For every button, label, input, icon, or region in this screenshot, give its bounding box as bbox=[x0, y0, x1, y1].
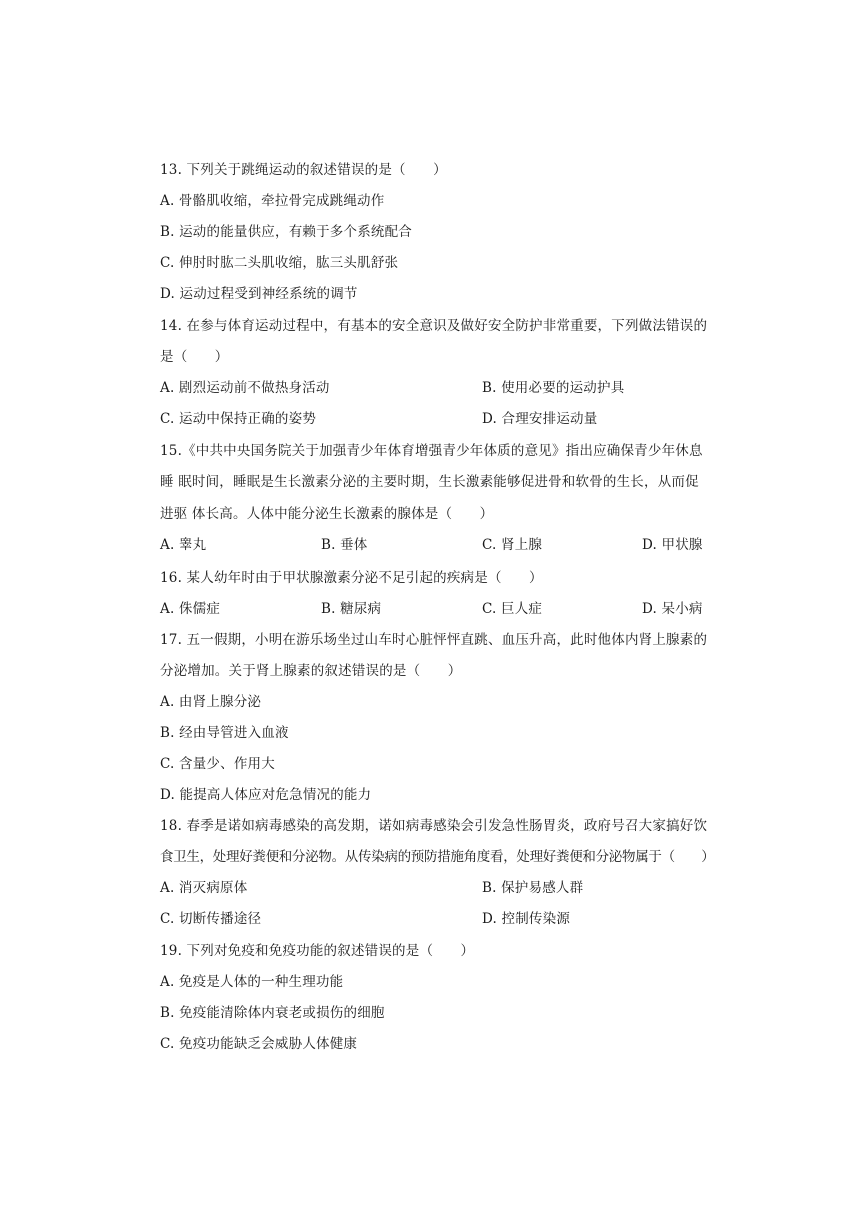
q15-option-d: D. 甲状腺 bbox=[642, 537, 703, 553]
q17-option-d: D. 能提高人体应对危急情况的能力 bbox=[160, 787, 372, 803]
q13-option-c: C. 伸肘时肱二头肌收缩，肱三头肌舒张 bbox=[160, 255, 399, 271]
q18-stem-line2: 食卫生，处理好粪便和分泌物。从传染病的预防措施角度看，处理好粪便和分泌物属于（ ） bbox=[160, 849, 715, 865]
q18-option-d: D. 控制传染源 bbox=[482, 911, 571, 927]
q18-option-a: A. 消灭病原体 bbox=[160, 880, 248, 896]
q15-option-b: B. 垂体 bbox=[321, 537, 368, 553]
q13-option-d: D. 运动过程受到神经系统的调节 bbox=[160, 286, 358, 302]
q14-option-d: D. 合理安排运动量 bbox=[482, 411, 598, 427]
q15-stem-line1: 15.《中共中央国务院关于加强青少年体育增强青少年体质的意见》指出应确保青少年休息 bbox=[160, 443, 703, 459]
q13-stem: 13. 下列关于跳绳运动的叙述错误的是（ ） bbox=[160, 162, 447, 178]
q15-stem-line2: 睡 眠时间，睡眠是生长激素分泌的主要时期，生长激素能够促进骨和软骨的生长，从而促 bbox=[160, 474, 699, 490]
q19-stem: 19. 下列对免疫和免疫功能的叙述错误的是（ ） bbox=[160, 943, 475, 959]
q17-stem-line1: 17. 五一假期，小明在游乐场坐过山车时心脏怦怦直跳、血压升高，此时他体内肾上腺素的 bbox=[160, 632, 708, 648]
q19-option-a: A. 免疫是人体的一种生理功能 bbox=[160, 974, 344, 990]
q16-option-c: C. 巨人症 bbox=[482, 601, 543, 617]
q19-option-c: C. 免疫功能缺乏会威胁人体健康 bbox=[160, 1036, 358, 1052]
q17-option-c: C. 含量少、作用大 bbox=[160, 756, 275, 772]
q18-stem-line1: 18. 春季是诺如病毒感染的高发期，诺如病毒感染会引发急性肠胃炎，政府号召大家搞好饮 bbox=[160, 818, 708, 834]
q16-option-b: B. 糖尿病 bbox=[321, 601, 382, 617]
q13-option-b: B. 运动的能量供应，有赖于多个系统配合 bbox=[160, 224, 413, 240]
q14-option-c: C. 运动中保持正确的姿势 bbox=[160, 411, 317, 427]
q15-stem-line3: 进驱 体长高。人体中能分泌生长激素的腺体是（ ） bbox=[160, 506, 494, 522]
q13-option-a: A. 骨骼肌收缩，牵拉骨完成跳绳动作 bbox=[160, 193, 385, 209]
q15-option-a: A. 睾丸 bbox=[160, 537, 207, 553]
q14-stem-line2: 是（ ） bbox=[160, 349, 229, 365]
q18-option-b: B. 保护易感人群 bbox=[482, 880, 584, 896]
q14-option-a: A. 剧烈运动前不做热身活动 bbox=[160, 380, 330, 396]
q16-stem: 16. 某人幼年时由于甲状腺激素分泌不足引起的疾病是（ ） bbox=[160, 570, 543, 586]
q15-option-c: C. 肾上腺 bbox=[482, 537, 543, 553]
q16-option-a: A. 侏儒症 bbox=[160, 601, 221, 617]
q14-option-b: B. 使用必要的运动护具 bbox=[482, 380, 625, 396]
q17-stem-line2: 分泌增加。关于肾上腺素的叙述错误的是（ ） bbox=[160, 663, 462, 679]
q14-stem-line1: 14. 在参与体育运动过程中，有基本的安全意识及做好安全防护非常重要，下列做法错误的 bbox=[160, 318, 708, 334]
q17-option-b: B. 经由导管进入血液 bbox=[160, 725, 289, 741]
q16-option-d: D. 呆小病 bbox=[642, 601, 703, 617]
q18-option-c: C. 切断传播途径 bbox=[160, 911, 262, 927]
q17-option-a: A. 由肾上腺分泌 bbox=[160, 694, 262, 710]
q19-option-b: B. 免疫能清除体内衰老或损伤的细胞 bbox=[160, 1005, 385, 1021]
